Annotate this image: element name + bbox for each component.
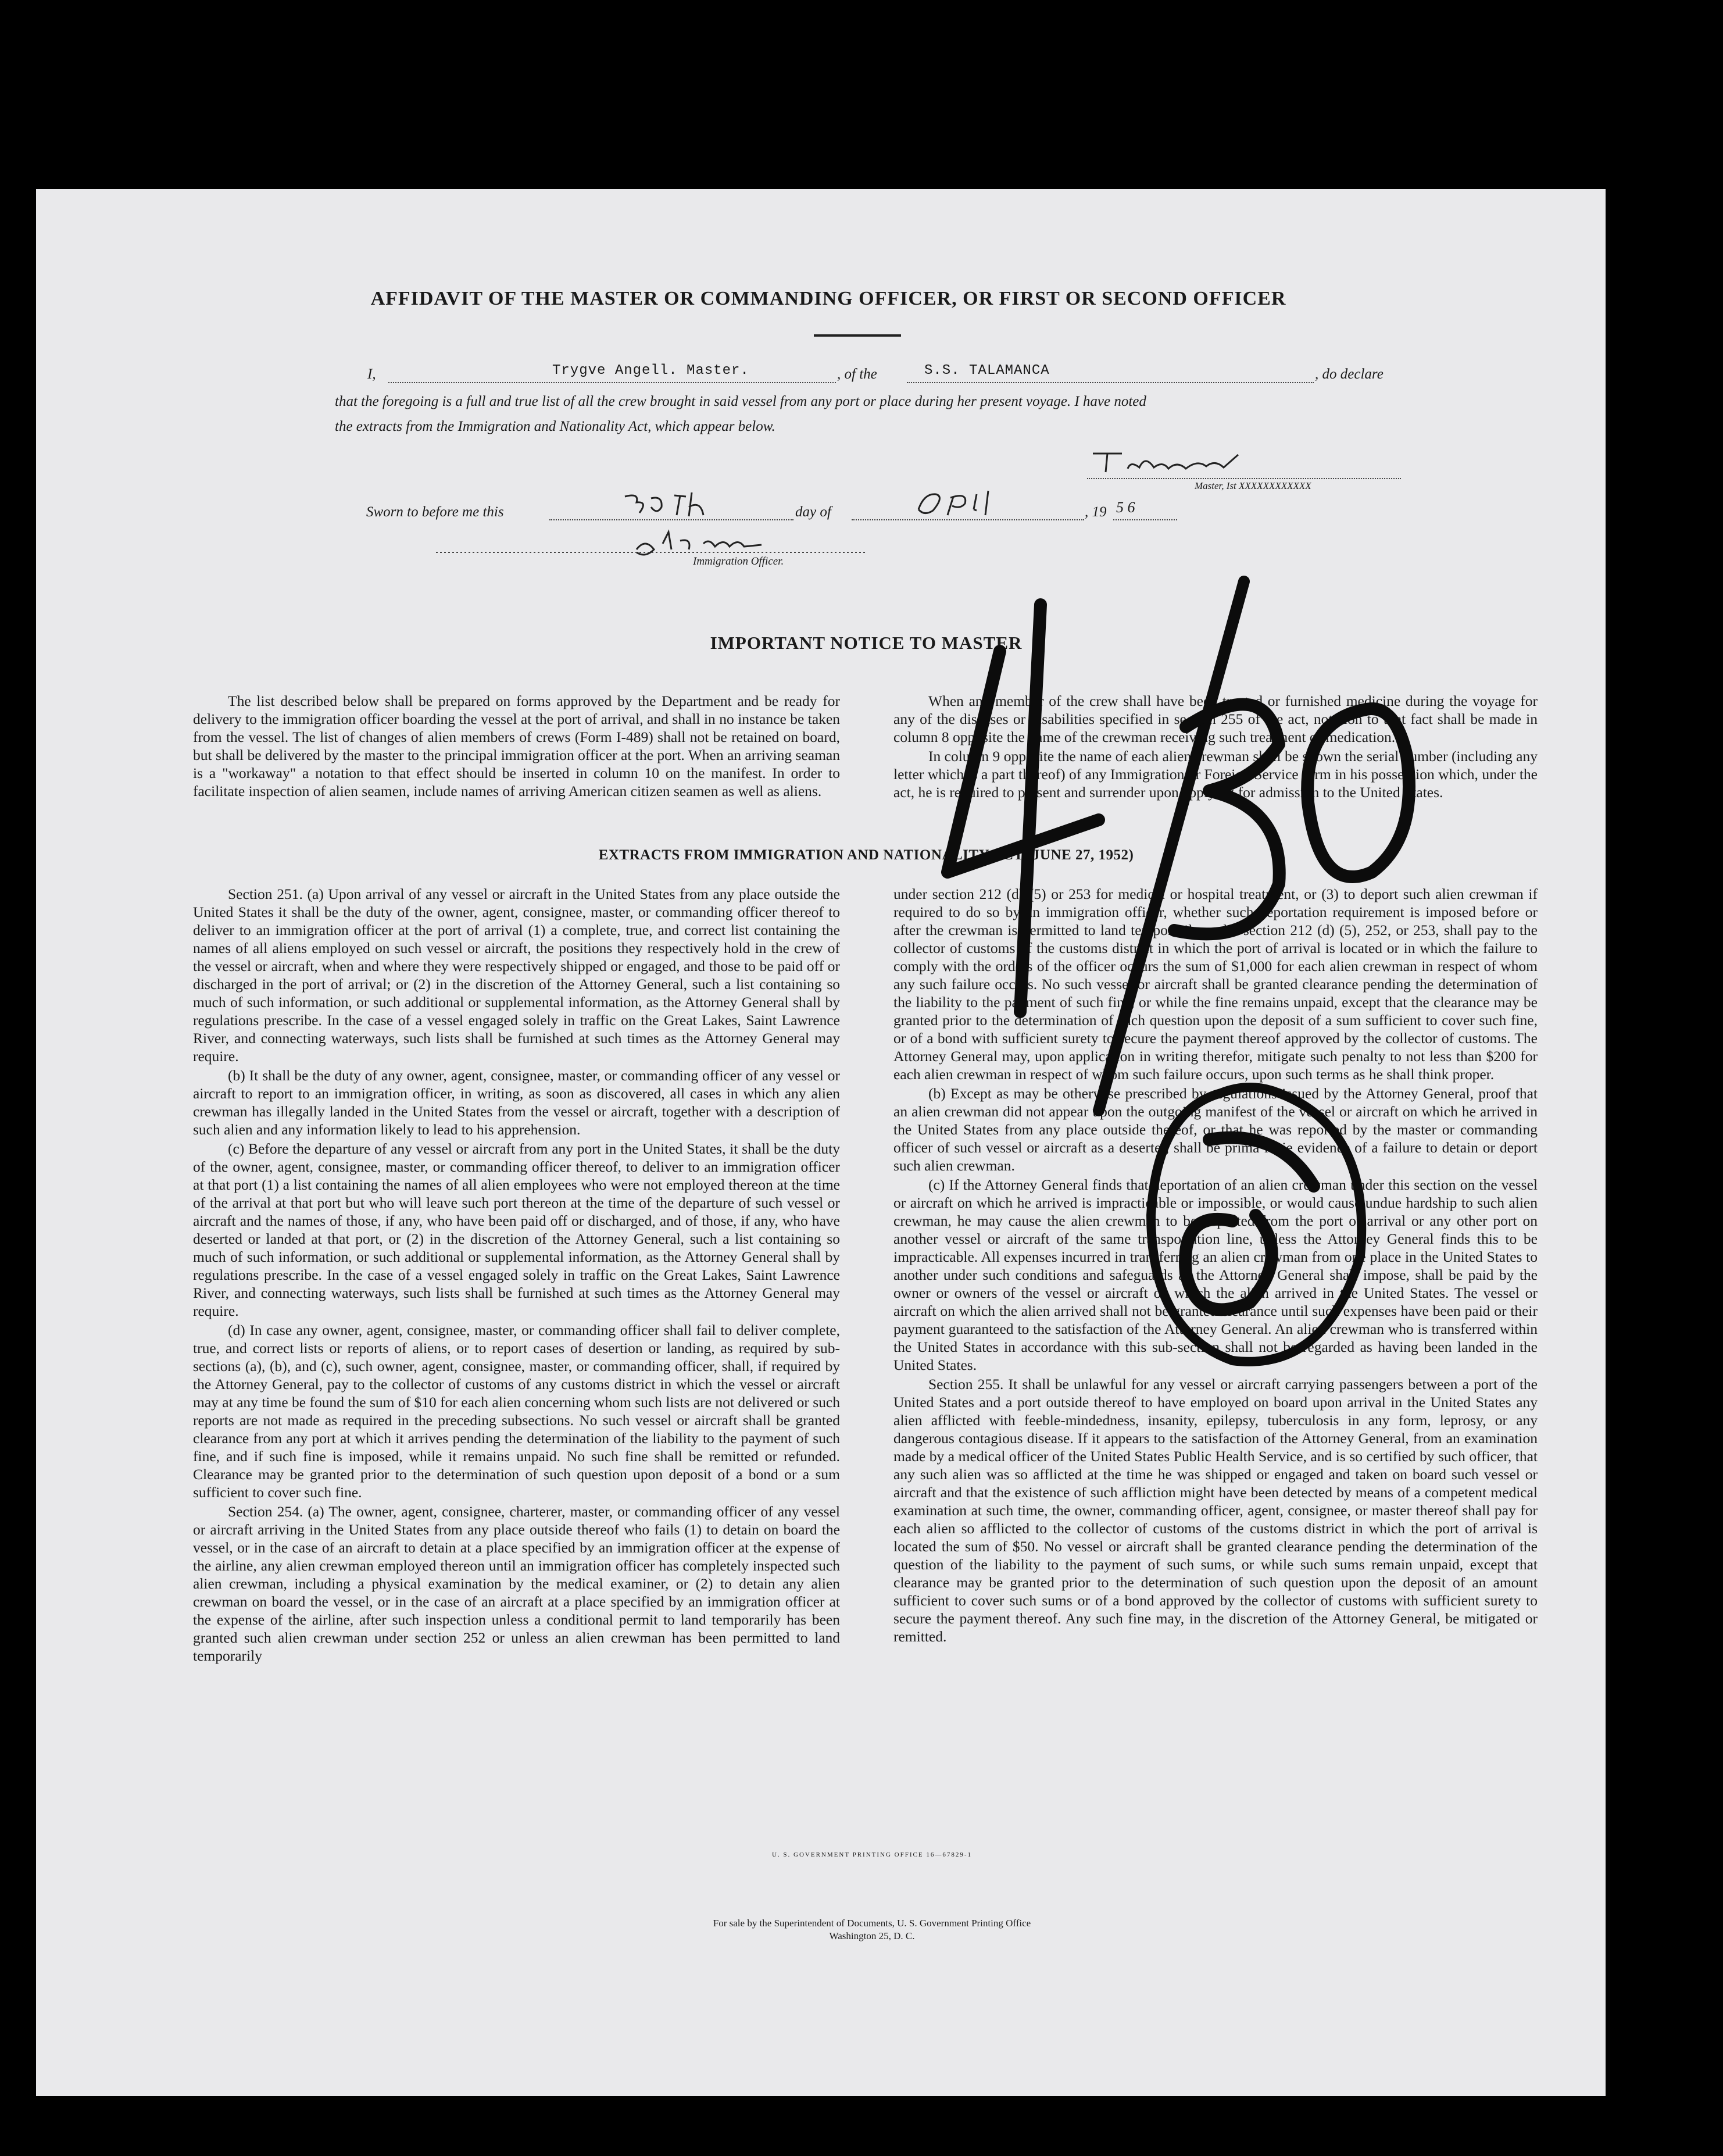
notice-right-para-2: In column 9 opposite the name of each alien crewman shall be shown the serial number (including any letter which is a part thereof) of any Immigration or Foreign Service form in his possession which, under the act, he is required to present and surrender upon applying for admission to the United States. — [893, 748, 1538, 801]
notice-title: IMPORTANT NOTICE TO MASTER — [710, 633, 1023, 653]
section-254-a-continued: under section 212 (d) (5) or 253 for medical or hospital treatment, or (3) to deport such alien crewman if required to do so by an immigration officer, whether such deportation requirement is imposed before or after the crewman is permitted to land temporarily under section 212 (d) (5), 252, or 253, shall pay to the collector of customs of the customs district in which the port of arrival is located or in which the failure to comply with the orders of the officer occurs the sum of $1,000 for each alien crewman in respect of whom any such failure occurs. No such vessel or aircraft shall be granted clearance pending the determination of the liability to the payment of such fine, or while the fine remains unpaid, except that the clearance may be granted prior to the determination of such question upon the deposit of a sum sufficient to cover such fine, or of a bond with sufficient surety to secure the payment thereof approved by the collector of customs. The Attorney General may, upon application in writing therefor, mitigate such penalty to not less than $200 for each alien crewman in respect of whom such failure occurs, upon such terms as he shall think proper. — [893, 886, 1538, 1083]
day-handwritten — [616, 490, 732, 520]
binder-hole — [1631, 1404, 1660, 1431]
notice-left-column — [193, 692, 840, 801]
affidavit-line-3: the extracts from the Immigration and Nationality Act, which appear below. — [335, 419, 775, 434]
month-handwritten — [913, 486, 1052, 521]
immigration-officer-signature — [436, 526, 878, 567]
extracts-title: EXTRACTS FROM IMMIGRATION AND NATIONALITY ACT (JUNE 27, 1952) — [598, 847, 1134, 863]
affidavit-line-2: that the foregoing is a full and true list of all the crew brought in said vessel from any port or place during her present voyage. I have noted — [335, 394, 1146, 409]
vessel-name-field[interactable]: S.S. TALAMANCA — [924, 363, 1050, 379]
year-prefix: , 19 — [1085, 504, 1107, 520]
master-signature — [1087, 443, 1291, 478]
printing-office-note: U. S. GOVERNMENT PRINTING OFFICE 16—67829-1 — [771, 1851, 972, 1858]
vessel-name-line — [907, 382, 1314, 383]
sale-footer — [523, 1917, 1221, 1943]
section-255: Section 255. It shall be unlawful for any vessel or aircraft carrying passengers between a port of the United States and a port outside thereof to have employed on board upon arrival in the United States any alien afflicted with feeble-mindedness, insanity, epilepsy, tuberculosis in any form, leprosy, or any dangerous contagious disease. If it appears to the satisfaction of the Attorney General, from an examination made by a medical officer of the United States Public Health Service, and is so certified by such officer, that any such alien was so afflicted at the time he was shipped or engaged and taken on board such vessel or aircraft and that the existence of such affliction might have been detected by means of a competent medical examination at such time, the owner, commanding officer, agent, consignee, or master thereof shall pay for each alien so afflicted to the collector of customs of the customs district in which the port of arrival is located the sum of $50. No vessel or aircraft shall be granted clearance pending the determination of the question of the liability to the payment of such sums, or while such sums remain unpaid, except that clearance may be granted prior to the determination of such question upon the deposit of an amount sufficient to cover such sums or of a bond approved by the collector of customs with sufficient surety to secure the payment thereof. Any such fine may, in the discretion of the Attorney General, be mitigated or remitted. — [893, 1376, 1538, 1645]
binder-hole — [1631, 474, 1660, 504]
day-of-label: day of — [795, 504, 831, 520]
binder-hole — [1631, 1879, 1660, 1908]
immigration-officer-caption: Immigration Officer. — [693, 555, 784, 567]
section-251-c: (c) Before the departure of any vessel or aircraft from any port in the United States, it shall be the duty of the owner, agent, consignee, master, or commanding officer thereof, to deliver to an immigration officer at that port (1) a list containing the names of all alien employees who were not employed thereon at the time of the arrival at that port but who will leave such port thereon at the time of the departure of such vessel or aircraft and the names of those, if any, who have been paid off or discharged, and of those, if any, who have deserted or landed at that port, or (2) in the discretion of the Attorney General, such a list containing so much of such information, or such additional or supplemental information, as the Attorney General shall by regulations prescribe. In the case of a vessel engaged solely in traffic on the Great Lakes, Saint Lawrence River, and connecting waterways, such lists shall be furnished at such times as the Attorney General may require. — [193, 1140, 840, 1319]
notice-right-para-1: When any member of the crew shall have been treated or furnished medicine during the voyage for any of the diseases or disabilities specified in section 255 of the act, notation to that fact shall be made in column 8 opposite the name of the crewman receiving such treatment or medication. — [893, 693, 1538, 745]
i-label: I, — [367, 366, 376, 382]
notice-left-text: The list described below shall be prepared on forms approved by the Department and be ready for delivery to the immigration officer boarding the vessel at the port of arrival, and shall in no instance be taken from the vessel. The list of changes of alien members of crews (Form I-489) shall not be retained on board, but shall be delivered by the master to the principal immigration officer at the port. When an arriving seaman is a "workaway" a notation to that effect should be inserted in column 10 on the manifest. In order to facilitate inspection of alien seamen, include names of arriving American citizen seamen as well as aliens. — [193, 693, 840, 799]
binder-hole — [1631, 375, 1660, 404]
sworn-label: Sworn to before me this — [366, 504, 504, 520]
officer-name-field[interactable]: Trygve Angell. Master. — [552, 363, 749, 379]
section-254-a: Section 254. (a) The owner, agent, consignee, charterer, master, or commanding officer of any vessel or aircraft arriving in the United States from any place outside thereof who fails (1) to detain on board the vessel, or in the case of an aircraft to detain at a place specified by an immigration officer at the expense of the airline, any alien crewman employed thereon until an immigration officer has completely inspected such alien crewman, including a physical examination by the medical examiner, or (2) to detain any alien crewman on board the vessel, or in the case of an aircraft at a place specified by an immigration officer at the expense of the airline, after such inspection unless a conditional permit to land temporarily has been granted such alien crewman under section 252 or unless an alien crewman has been permitted to land temporarily — [193, 1503, 840, 1664]
year-line — [1113, 519, 1177, 520]
of-the-label: , of the — [837, 366, 877, 382]
section-254-c: (c) If the Attorney General finds that deportation of an alien crewman under this section on the vessel or aircraft on which he arrived is impracticable or impossible, or would cause undue hardship to such alien crewman, he may cause the alien crewman to be deported from the port of arrival or any other port on another vessel or aircraft of the same transportation line, unless the Attorney General finds this to be impracticable. All expenses incurred in transferring an alien crewman from one place in the United States to another under such conditions and safeguards as the Attorney General shall impose, shall be paid by the owner or owners of the vessel or aircraft on which the alien arrived in the United States. The vessel or aircraft on which the alien arrived shall not be granted clearance until such expenses have been paid or their payment guaranteed to the satisfaction of the Attorney General. An alien crewman who is transferred within the United States in accordance with this sub-section shall not be regarded as having been landed in the United States. — [893, 1176, 1538, 1373]
extracts-left-column — [193, 885, 840, 1666]
section-251-b: (b) It shall be the duty of any owner, agent, consignee, master, or commanding officer of any vessel or aircraft to report to an immigration officer, in writing, as soon as discovered, all cases in which any alien crewman has illegally landed in the United States from the vessel or aircraft, together with a description of such alien and any information likely to lead to his apprehension. — [193, 1067, 840, 1138]
handwritten-annotation — [907, 570, 1535, 1500]
officer-name-line — [388, 382, 836, 383]
section-251-d: (d) In case any owner, agent, consignee, master, or commanding officer shall fail to deliver complete, true, and correct lists or reports of aliens, or to report cases of desertion or landing, as required by sub-sections (a), (b), and (c), such owner, agent, consignee, master, or commanding officer, shall, if required by the Attorney General, pay to the collector of customs of any customs district in which the vessel or aircraft may at any time be found the sum of $10 for each alien concerning whom such lists are not delivered or such reports are not made as required in the preceding subsections. No such vessel or aircraft shall be granted clearance from any port at which it arrives pending the determination of the liability to the payment of such fine, and if such fine is imposed, while it remains unpaid. No such fine shall be remitted or refunded. Clearance may be granted prior to the determination of such question upon deposit of a bond or a sum sufficient to cover such fine. — [193, 1322, 840, 1501]
footer-line-2: Washington 25, D. C. — [829, 1930, 915, 1941]
binder-hole — [1631, 858, 1660, 887]
year-value: 5 6 — [1116, 499, 1135, 516]
master-signature-line — [1087, 478, 1401, 479]
binder-hole — [1631, 1500, 1660, 1529]
title-underline — [814, 334, 901, 337]
do-declare-label: , do declare — [1315, 366, 1384, 382]
master-caption: Master, Ist XXXXXXXXXXXX — [1195, 480, 1311, 491]
footer-line-1: For sale by the Superintendent of Documents, U. S. Government Printing Office — [713, 1918, 1031, 1929]
affidavit-title: AFFIDAVIT OF THE MASTER OR COMMANDING OFFICER, OR FIRST OR SECOND OFFICER — [370, 288, 1286, 309]
section-254-b: (b) Except as may be otherwise prescribed by regulations issued by the Attorney General, proof that an alien crewman did not appear upon the outgoing manifest of the vessel or aircraft on which he arrived in the United States from any place outside thereof, or that he was reported by the master or commanding officer of such vessel or aircraft as a deserter, shall be prima facie evidence of a failure to detain or deport such alien crewman. — [893, 1085, 1538, 1174]
section-251-a: Section 251. (a) Upon arrival of any vessel or aircraft in the United States from any place outside the United States it shall be the duty of the owner, agent, consignee, master, or commanding officer thereof to deliver to an immigration officer at the port of arrival (1) a complete, true, and correct list containing the names of all aliens employed on such vessel or aircraft, the positions they respectively hold in the crew of the vessel or aircraft, when and where they were respectively shipped or engaged, and those to be paid off or discharged in the port of arrival; or (2) in the discretion of the Attorney General, such a list containing so much of such information, or such additional or supplemental information, as the Attorney General shall by regulations prescribe. In the case of a vessel engaged solely in traffic on the Great Lakes, Saint Lawrence River, and connecting waterways, such lists shall be furnished at such times as the Attorney General may require. — [193, 886, 840, 1065]
